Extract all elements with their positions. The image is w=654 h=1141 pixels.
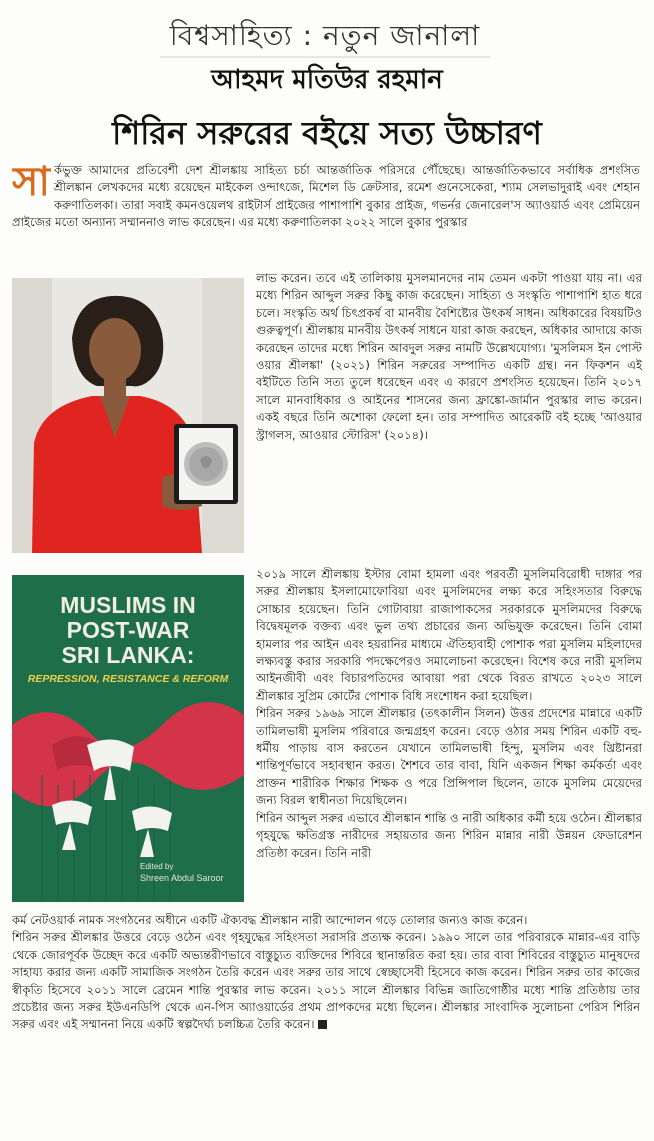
book-title-line-2: POST-WAR [66, 617, 190, 643]
book-editor: Shreen Abdul Saroor [140, 873, 224, 883]
end-mark [318, 1020, 327, 1029]
book-subtitle: REPRESSION, RESISTANCE & REFORM [27, 673, 229, 685]
book-title-line-1: MUSLIMS IN [60, 592, 196, 618]
article-intro: র্কভুক্ত আমাদের প্রতিবেশী দেশ শ্রীলঙ্কায় সাহিত্য চর্চা আন্তর্জাতিক পরিসরে পৌঁছেছে। আন্তর্জাতিকভাবে সর্বাধিক প্রশংসিত শ্রীলঙ্কান লেখকদের মধ্যে রয়েছেন মাইকেল ওন্দাৎজে, মিশেল ডি ক্রেটসার, রমেশ গুনেসেকেরা, শ্যাম সেলভাদুরাই এবং শেহান করুণাতিলকা। তারা সবাই কমনওয়েলথ রাইটার্স প্রাইজের পাশাপাশি বুকার প্রাইজ, গভর্নর জেনারেল'স অ্যাওয়ার্ড এবং প্রেমিয়েন প্রাইজের মতো অন্যান্য সম্মাননাও লাভ করেছেন। এর মধ্যে করুণাতিলকা ২০২২ সালে বুকার পুরস্কার [12, 163, 640, 230]
column-title [160, 14, 490, 58]
author-photo-illustration [12, 278, 244, 553]
column-title-text: বিশ্বসাহিত্য : নতুন জানালা [169, 19, 481, 52]
article-paragraph-6-text: শিরিন সরুর শ্রীলঙ্কার উত্তরে বেড়ে ওঠেন এবং গৃহযুদ্ধের সহিংসতা সরাসরি প্রত্যক্ষ করেন। ১৯৯০ সালে তার পরিবারকে মান্নার-এর বাড়ি থেকে জোরপূর্বক উচ্ছেদ করে একটি অভ্যন্তরীণভাবে বাস্তুচ্যুত ব্যক্তিদের শিবিরে স্থানান্তরিত করা হয়। তার বাবা শিবিরের বাস্তুচ্যুত মানুষদের সাহায্য করার জন্য একটি সামাজিক সংগঠন তৈরি করেন এবং সরুর তার সাথে স্বেচ্ছাসেবী হিসেবে কাজ করেন। শিরিন সরুর তার কাজের স্বীকৃতি হিসেবে ২০১১ সালে ব্রেমেন শান্তি পুরস্কার লাভ করেন। ২০১১ সালে শ্রীলঙ্কার বিভিন্ন জাতিগোষ্ঠীর মধ্যে শান্তি প্রতিষ্ঠায় তার প্রচেষ্টার জন্য সরুর ইউএনডিপি থেকে এন-পিস অ্যাওয়ার্ডের প্রথম প্রাপকদের মধ্যে ছিলেন। শ্রীলঙ্কার সাংবাদিক সুলোচনা পেরিস শিরিন সরুর এবং এই সম্মাননা নিয়ে একটি স্বল্পদৈর্ঘ্য চলচ্চিত্র তৈরি করেন। [12, 930, 640, 1032]
book-title-line-3: SRI LANKA: [61, 642, 195, 668]
column-title-frame [160, 14, 490, 58]
author-name: আহমদ মতিউর রহমান [211, 65, 443, 95]
headline: শিরিন সরুরের বইয়ে সত্য উচ্চারণ [112, 114, 542, 152]
article-paragraph-3: শিরিন সরুর ১৯৬৯ সালে শ্রীলঙ্কার (তৎকালীন সিলন) উত্তর প্রদেশের মান্নারে একটি তামিলভাষী মুসলিম পরিবারে জন্মগ্রহণ করেন। বেড়ে ওঠার সময় শিরিন একটি বহু-ধর্মীয় পাড়ায় বাস করতেন যেখানে তামিলভাষী হিন্দু, মুসলিম এবং খ্রিষ্টানরা শান্তিপূর্ণভাবে সহাবস্থান করত। শৈশবে তার বাবা, যিনি একজন শিক্ষা কর্মকর্তা এবং প্রাক্তন শারীরিক শিক্ষার শিক্ষক ও পরে প্রিন্সিপাল ছিলেন, তাকে মুসলিম মেয়েদের জন্য বিরল স্বাধীনতা দিয়েছিলেন। [256, 706, 642, 808]
article-bottom [12, 912, 640, 1134]
drop-cap: সা [12, 162, 51, 205]
book-title [12, 593, 244, 668]
author-photo [12, 278, 244, 553]
article-paragraph-2: ২০১৯ সালে শ্রীলঙ্কায় ইস্টার বোমা হামলা এবং পরবর্তী মুসলিমবিরোধী দাঙ্গার পর সরুর শ্রীলঙ্কায় ইসলামোফোবিয়া এবং মুসলিমদের লক্ষ্য করে সহিংসতার বিরুদ্ধে সোচ্চার হয়েছেন। তিনি গোটাবায়া রাজাপাকসের সরকারকে মুসলিমদের বিরুদ্ধে বিদ্বেষমূলক বক্তব্য এবং ভুল তথ্য প্রচারের জন্য অভিযুক্ত করেছেন। তিনি বোমা হামলার পর আইন এবং হয়রানির মাধ্যমে ঐতিহ্যবাহী পোশাক পরা মুসলিম মহিলাদের লক্ষ্যবস্তু করার সরকারি পদক্ষেপেরও সমালোচনা করেছেন। বিশেষ করে নারী মুসলিম আইনজীবী এবং বিচারপতিদের আবায়া পরা থেকে বিরত রাখতে ২০২৩ সালে শ্রীলঙ্কার সুপ্রিম কোর্টের পোশাক বিধি সংশোধন করা হয়েছিল। [256, 567, 642, 703]
article-paragraph-1: লাভ করেন। তবে এই তালিকায় মুসলমানদের নাম তেমন একটা পাওয়া যায় না। এর মধ্যে শিরিন আব্দুল সরুর কিছু কাজ করেছেন। সাহিত্য ও সংস্কৃতি পাশাপাশি হাত ধরে চলে। সংস্কৃতি অর্থ চিৎপ্রকর্ষ বা মানবীয় বৈশিষ্ট্যের উৎকর্ষ সাধন। অধিকারের বিষয়টিও গুরুত্বপূর্ণ। শ্রীলঙ্কায় মানবীয় উৎকর্ষ সাধনে যারা কাজ করছেন, অধিকার আদায়ে কাজ করেছেন তাদের মধ্যে শিরিন আবদুল সরুর নামটি উল্লেখযোগ্য। 'মুসলিমস ইন পোস্ট ওয়ার শ্রীলঙ্কা' (২০২১) শিরিন সরুরের সম্পাদিত একটি গ্রন্থ। নন ফিকশন এই বইটিতে তিনি সত্য তুলে ধরেছেন এবং এ কারণে প্রশংসিত হয়েছেন। তিনি ২০১৭ সালে মানবাধিকার ও আইনের শাসনের জন্য ফ্রাঙ্কো-জার্মান পুরস্কার লাভ করেন। একই বছরে তিনি অশোকা ফেলো হন। তার সম্পাদিত আরেকটি বই হচ্ছে 'আওয়ার স্ট্রাগলস, আওয়ার স্টোরিস' (২০১৪)। [256, 271, 642, 442]
article-paragraph-6 [12, 929, 640, 1033]
article-right-lower [256, 566, 642, 912]
book-cover [12, 575, 244, 902]
article-paragraph-5: কর্ম নেটওয়ার্ক নামক সংগঠনের অধীনে একটি ঐক্যবদ্ধ শ্রীলঙ্কান নারী আন্দোলন গড়ে তোলার জন্যও কাজ করেন। [12, 913, 528, 927]
article-top [12, 162, 640, 270]
article-mid [256, 270, 642, 564]
book-edited-by: Edited by [140, 862, 174, 871]
article-paragraph-4: শিরিন আব্দুল সরুর এভাবে শ্রীলঙ্কান শান্তি ও নারী অধিকার কর্মী হয়ে ওঠেন। শ্রীলঙ্কার গৃহযুদ্ধে ক্ষতিগ্রস্ত নারীদের সহায়তার জন্য শিরিন মান্নার নারী উন্নয়ন ফেডারেশন প্রতিষ্ঠা করেন। তিনি নারী [256, 810, 642, 860]
